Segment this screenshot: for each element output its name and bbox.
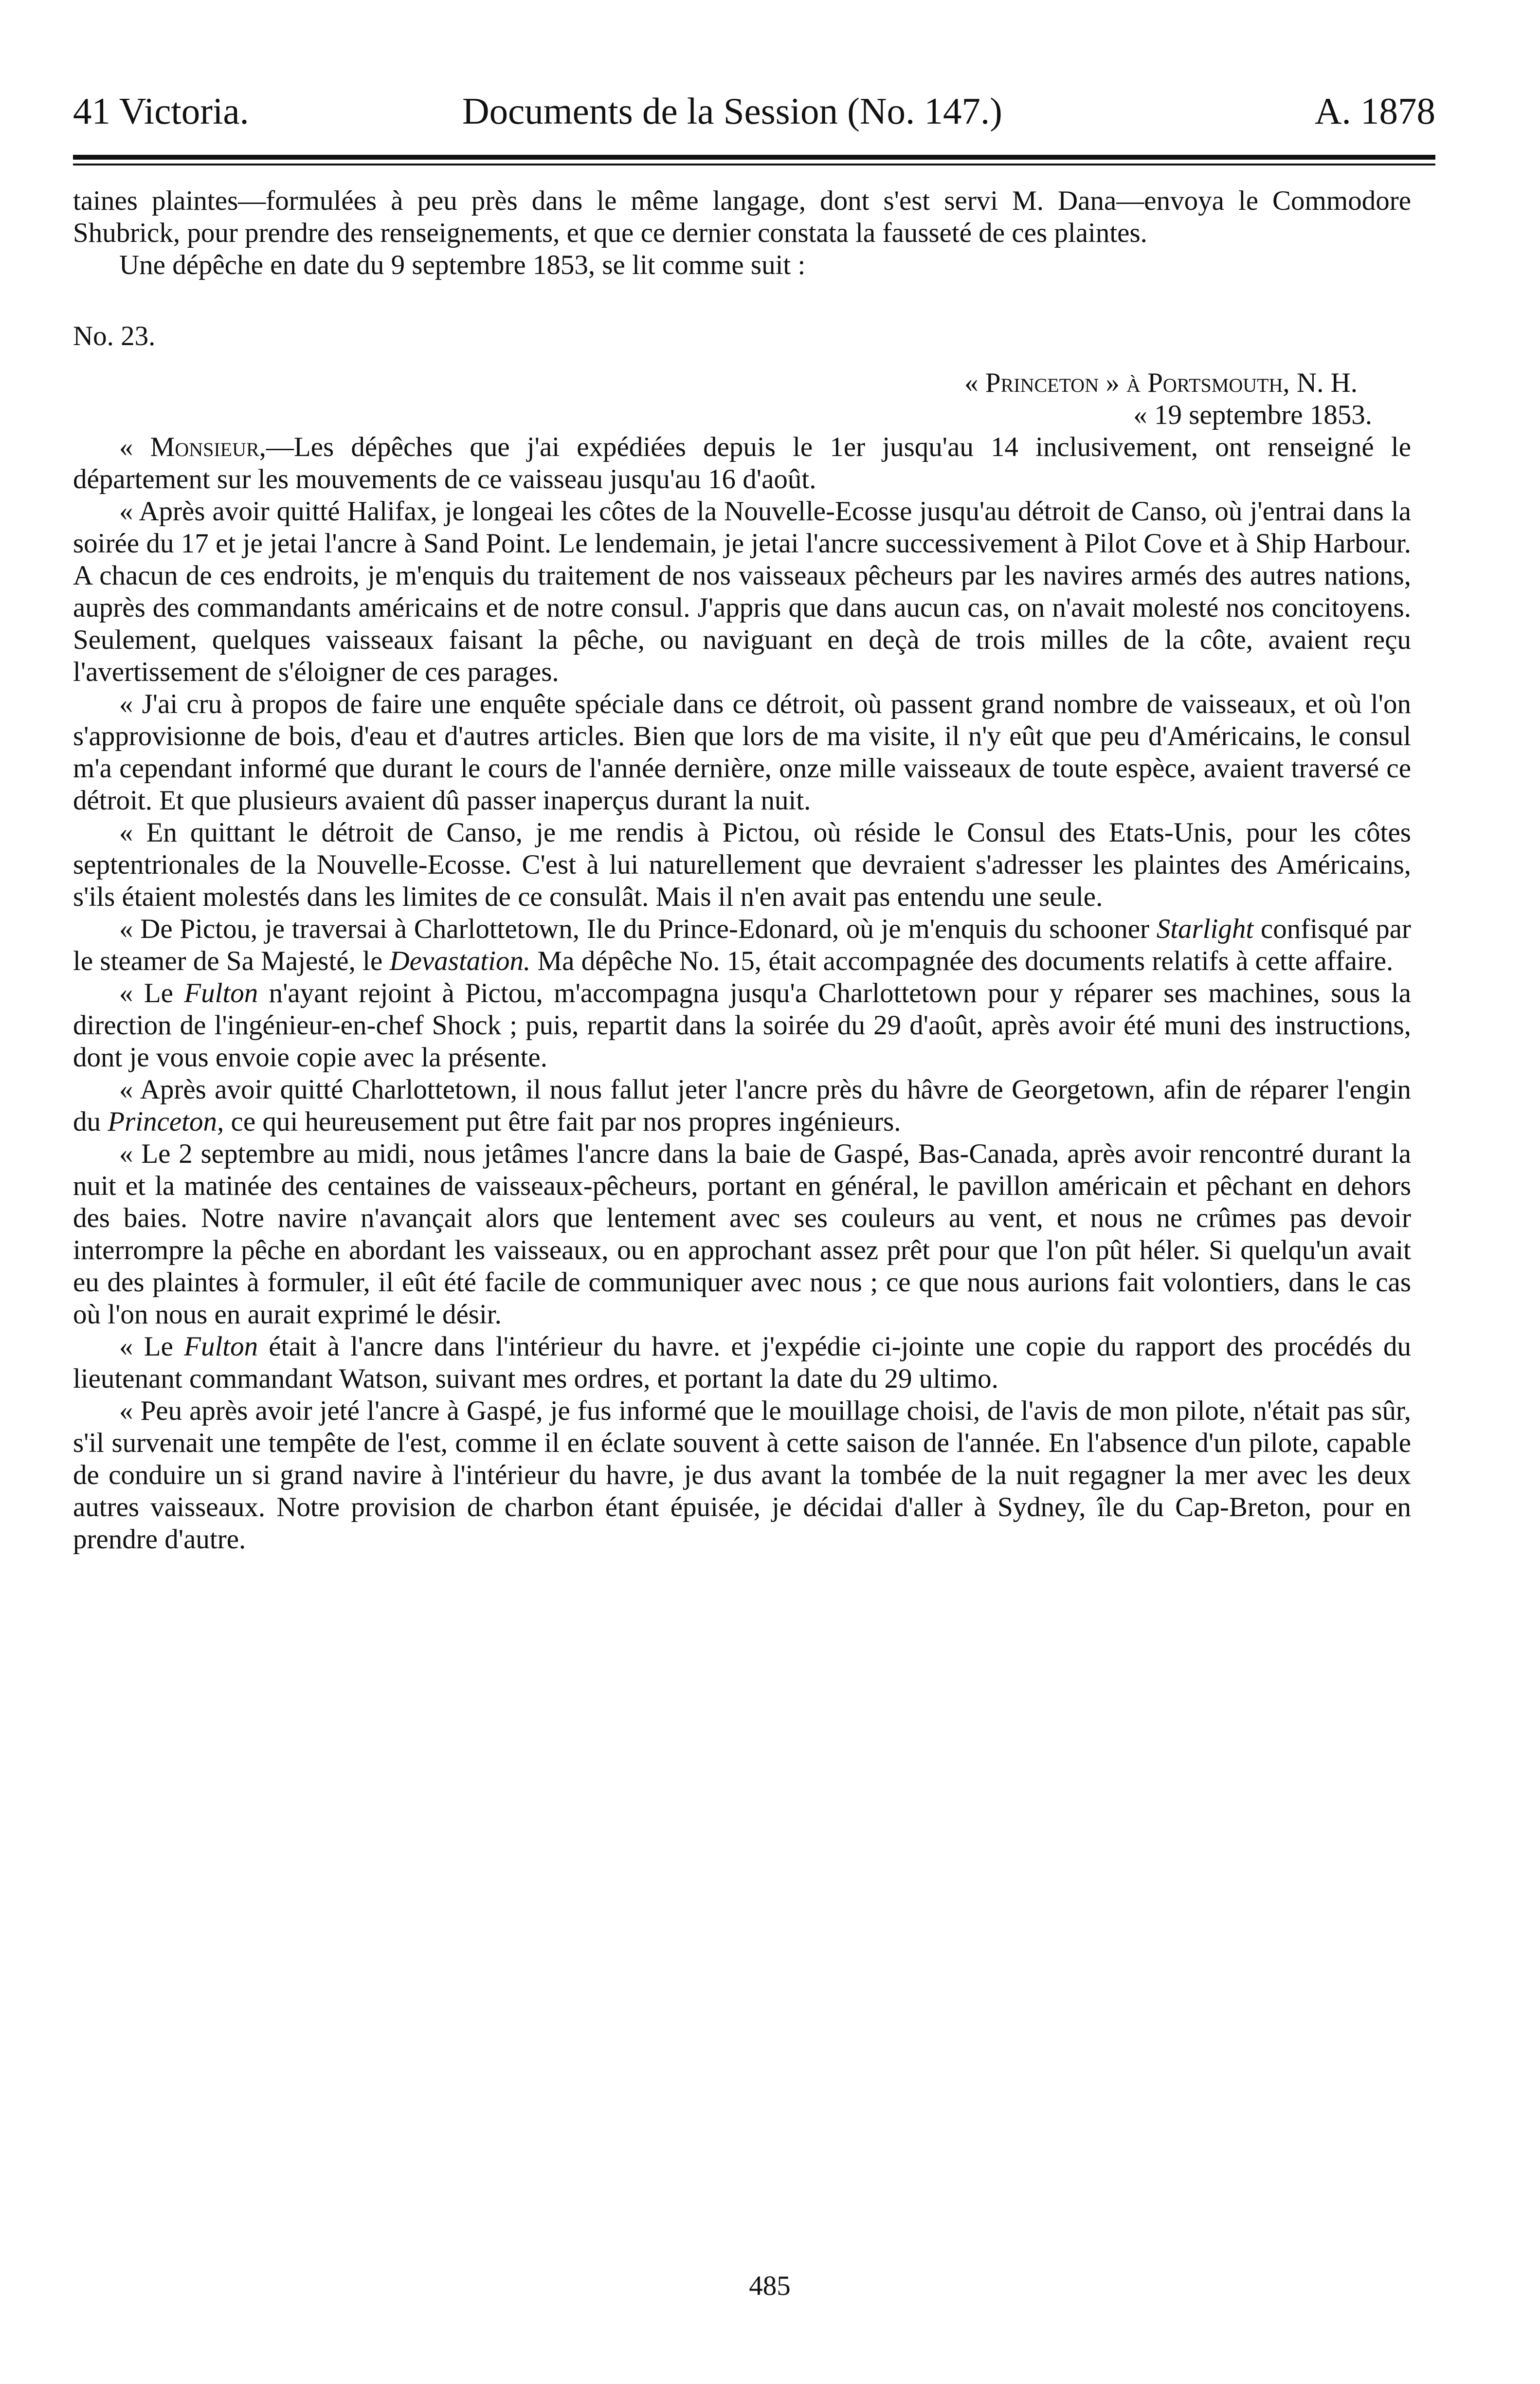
paragraph: « Peu après avoir jeté l'ancre à Gaspé, je fus informé que le mouillage choisi, de l'avis de mon pilote, n'était pas sûr, s'il survenait une tempête de l'est, comme il en éclate souvent à cette saison de l'année. En l'absence d'un pilote, capable de conduire un si grand navire à l'intérieur du havre, je dus avant la tombée de la nuit regagner la mer avec les deux autres vaisseaux. Notre provision de charbon étant épuisée, je décidai d'aller à Sydney, île du Cap-Breton, pour en prendre d'autre. — [73, 1395, 1411, 1555]
header-rule-thin — [73, 164, 1435, 165]
paragraph: « Le 2 septembre au midi, nous jetâmes l'ancre dans la baie de Gaspé, Bas-Canada, après avoir rencontré durant la nuit et la matinée des centaines de vaisseaux-pêcheurs, portant en général, le pavillon américain et pêchant en dehors des baies. Notre navire n'avançait alors que lentement avec ses couleurs au vent, et nous ne crûmes pas devoir interrompre la pêche en abordant les vaisseaux, ou en approchant assez prêt pour que l'on pût héler. Si quelqu'un avait eu des plaintes à formuler, il eût été facile de communiquer avec nous ; ce que nous aurions fait volontiers, dans le cas où l'on nous en aurait exprimé le désir. — [73, 1138, 1411, 1330]
paragraph: « J'ai cru à propos de faire une enquête spéciale dans ce détroit, où passent grand nombre de vaisseaux, et où l'on s'approvisionne de bois, d'eau et d'autres articles. Bien que lors de ma visite, il n'y eût que peu d'Américains, le consul m'a cependant informé que durant le cours de l'année dernière, onze mille vaisseaux de toute espèce, avaient traversé ce détroit. Et que plusieurs avaient dû passer inaperçus durant la nuit. — [73, 689, 1411, 816]
ship-name: Starlight — [1156, 914, 1254, 944]
paragraph — [73, 1331, 1411, 1395]
paragraph-text: était à l'ancre dans l'intérieur du havre. et j'expédie ci-jointe une copie du rapport des procédés du lieutenant commandant Watson, suivant mes ordres, et portant la date du 29 ultimo. — [73, 1331, 1411, 1394]
header-document-title: Documents de la Session (No. 147.) — [462, 90, 1002, 132]
paragraph — [73, 431, 1411, 495]
paragraph: « En quittant le détroit de Canso, je me rendis à Pictou, où réside le Consul des Etats-Unis, pour les côtes septentrionales de la Nouvelle-Ecosse. C'est à lui naturellement que devraient s'adresser les plaintes des Américains, s'ils étaient molestés dans les limites de ce consulât. Mais il n'en avait pas entendu une seule. — [73, 817, 1411, 912]
paragraph-text: « De Pictou, je traversai à Charlottetown, Ile du Prince-Edonard, où je m'enquis du schooner — [119, 914, 1157, 944]
running-header — [73, 87, 1435, 135]
paragraph-text: Ma dépêche No. 15, était accompagnée des documents relatifs à cette affaire. — [530, 946, 1394, 976]
ship-name: Fulton — [184, 1331, 258, 1362]
paragraph-text: « Après avoir quitté Charlottetown, il nous fallut jeter l'ancre près du hâvre de Georgetown, afin de réparer l'engin du — [73, 1074, 1411, 1137]
letter-date: « 19 septembre 1853. — [1133, 400, 1372, 430]
body-text — [73, 185, 1411, 1556]
paragraph-text: « Le — [119, 978, 184, 1009]
paragraph-text: ce qui heureusement put être fait par nos propres ingénieurs. — [224, 1106, 901, 1137]
ship-name: Devastation. — [389, 946, 531, 976]
salutation: « Monsieur, — [119, 432, 266, 462]
paragraph-text: n'ayant rejoint à Pictou, m'accompagna jusqu'a Charlottetown pour y réparer ses machines, sous la direction de l'ingénieur-en-chef Shock ; puis, repartit dans la soirée du 29 d'août, après avoir été muni des instructions, dont je vous envoie copie avec la présente. — [73, 978, 1411, 1073]
paragraph — [73, 1074, 1411, 1138]
paragraph-text: « Le — [119, 1331, 184, 1362]
paragraph-text: confisqué par le steamer de Sa Majesté, le — [73, 914, 1412, 976]
paragraph — [73, 977, 1411, 1074]
paragraph: taines plaintes—formulées à peu près dans le même langage, dont s'est servi M. Dana—envoya le Commodore Shubrick, pour prendre des renseignements, et que ce dernier constata la fausseté de ces plaintes. — [73, 185, 1411, 248]
paragraph — [73, 913, 1411, 977]
paragraph: « Après avoir quitté Halifax, je longeai les côtes de la Nouvelle-Ecosse jusqu'au détroit de Canso, où j'entrai dans la soirée du 17 et je jetai l'ancre à Sand Point. Le lendemain, je jetai l'ancre successivement à Pilot Cove et à Ship Harbour. A chacun de ces endroits, je m'enquis du traitement de nos vaisseaux pêcheurs par les navires armés des autres nations, auprès des commandants américains et de notre consul. J'appris que dans aucun cas, on n'avait molesté nos concitoyens. Seulement, quelques vaisseaux faisant la pêche, ou naviguant en deçà de trois milles de la côte, avaient reçu l'avertissement de s'éloigner de ces parages. — [73, 496, 1411, 687]
paragraph-text: —Les dépêches que j'ai expédiées depuis le 1er jusqu'au 14 inclusivement, ont renseigné le département sur les mouvements de ce vaisseau jusqu'au 16 d'août. — [73, 432, 1411, 495]
header-regnal-year: 41 Victoria. — [73, 90, 249, 132]
ship-name: Princeton, — [108, 1106, 224, 1137]
ship-name: Fulton — [184, 978, 258, 1009]
page-number: 485 — [749, 2271, 791, 2301]
letter-address: « Princeton » à Portsmouth, N. H. — [964, 367, 1358, 398]
paragraph: Une dépêche en date du 9 septembre 1853, se lit comme suit : — [119, 250, 806, 280]
header-rule-thick — [73, 155, 1435, 160]
header-year: A. 1878 — [1314, 90, 1435, 132]
document-number: No. 23. — [73, 321, 156, 351]
